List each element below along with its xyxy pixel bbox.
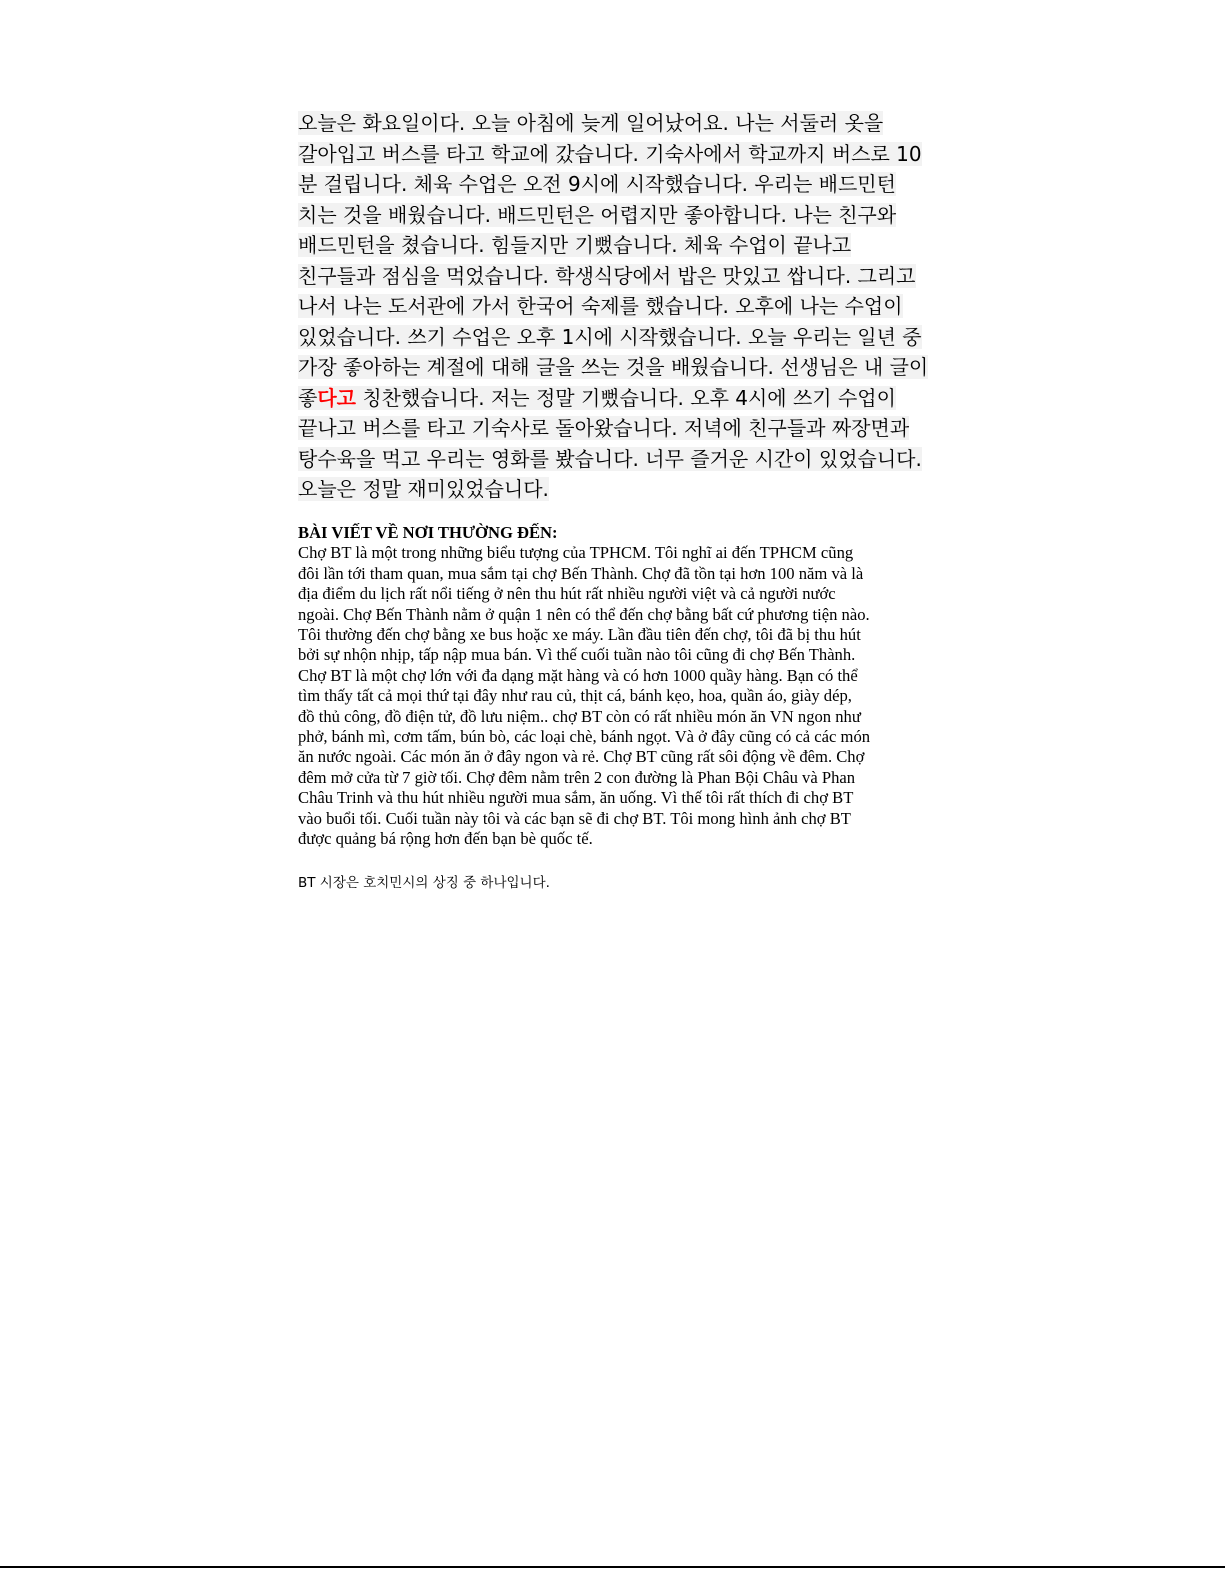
essay-line: ăn nước ngoài. Các món ăn ở đây ngon và rẻ. Chợ BT cũng rất sôi động về đêm. Chợ bbox=[298, 747, 865, 767]
korean-line: 치는 것을 배웠습니다. 배드민턴은 어렵지만 좋아합니다. 나는 친구와 bbox=[298, 202, 897, 227]
essay-heading: BÀI VIẾT VỀ NƠI THƯỜNG ĐẾN: bbox=[298, 523, 558, 542]
essay-line: bởi sự nhộn nhịp, tấp nập mua bán. Vì thế cuối tuần nào tôi cũng đi chợ Bến Thành. bbox=[298, 645, 856, 665]
korean-line: 분 걸립니다. 체육 수업은 오전 9시에 시작했습니다. 우리는 배드민턴 bbox=[298, 172, 896, 196]
essay-line: tìm thấy tất cả mọi thứ tại đây như rau củ, thịt cá, bánh kẹo, hoa, quần áo, giày dép, bbox=[298, 686, 852, 706]
korean-line: 있었습니다. 쓰기 수업은 오후 1시에 시작했습니다. 오늘 우리는 일년 중 bbox=[298, 324, 922, 349]
essay-line: vào buổi tối. Cuối tuần này tôi và các bạn sẽ đi chợ BT. Tôi mong hình ảnh chợ BT bbox=[298, 808, 851, 828]
essay-line: Chợ BT là một chợ lớn với đa dạng mặt hàng và có hơn 1000 quầy hàng. Bạn có thể bbox=[298, 665, 858, 685]
korean-line: 끝나고 버스를 타고 기숙사로 돌아왔습니다. 저녁에 친구들과 짜장면과 bbox=[298, 416, 910, 440]
korean-line: 갈아입고 버스를 타고 학교에 갔습니다. 기숙사에서 학교까지 버스로 10 bbox=[298, 141, 922, 166]
korean-line: 가장 좋아하는 계절에 대해 글을 쓰는 것을 배웠습니다. 선생님은 내 글이 bbox=[298, 355, 929, 379]
page-bottom-border bbox=[0, 1566, 1225, 1568]
essay-line: đôi lần tới tham quan, mua sắm tại chợ Bến Thành. Chợ đã tồn tại hơn 100 năm và là bbox=[298, 563, 864, 583]
korean-line: 오늘은 화요일이다. 오늘 아침에 늦게 일어났어요. 나는 서둘러 옷을 bbox=[298, 111, 884, 135]
essay-line: Châu Trinh và thu hút nhiều người mua sắm, ăn uống. Vì thế tôi rất thích đi chợ BT bbox=[298, 788, 854, 808]
essay-line: Tôi thường đến chợ bằng xe bus hoặc xe máy. Lần đầu tiên đến chợ, tôi đã bị thu hút bbox=[298, 625, 861, 645]
korean-line-rest: 칭찬했습니다. 저는 정말 기뻤습니다. 오후 4시에 쓰기 수업이 bbox=[355, 385, 896, 410]
essay-line: ngoài. Chợ Bến Thành nằm ở quận 1 nên có thể đến chợ bằng bất cứ phương tiện nào. bbox=[298, 604, 870, 624]
essay-line: địa điểm du lịch rất nổi tiếng ở nên thu hút rất nhiều người việt và cả người nước bbox=[298, 584, 836, 604]
korean-line: 오늘은 정말 재미있었습니다. bbox=[298, 477, 549, 501]
essay-line: đồ thủ công, đồ điện tử, đồ lưu niệm.. chợ BT còn có rất nhiều món ăn VN ngon như bbox=[298, 706, 861, 726]
korean-line: 탕수육을 먹고 우리는 영화를 봤습니다. 너무 즐거운 시간이 있었습니다. bbox=[298, 446, 922, 471]
essay-line: phở, bánh mì, cơm tấm, bún bò, các loại chè, bánh ngọt. Và ở đây cũng có cả các món bbox=[298, 727, 871, 747]
essay-line: đêm mở cửa từ 7 giờ tối. Chợ đêm nằm trên 2 con đường là Phan Bội Châu và Phan bbox=[298, 767, 856, 787]
essay-line: được quảng bá rộng hơn đến bạn bè quốc tế. bbox=[298, 829, 593, 849]
korean-line: 친구들과 점심을 먹었습니다. 학생식당에서 밥은 맛있고 쌉니다. 그리고 bbox=[298, 263, 916, 288]
korean-line: 배드민턴을 쳤습니다. 힘들지만 기뻤습니다. 체육 수업이 끝나고 bbox=[298, 233, 852, 257]
essay-line: Chợ BT là một trong những biểu tượng của TPHCM. Tôi nghĩ ai đến TPHCM cũng bbox=[298, 543, 854, 563]
vietnamese-essay bbox=[298, 523, 928, 850]
korean-translation-line: BT 시장은 호치민시의 상징 중 하나입니다. bbox=[298, 875, 550, 891]
korean-diary-paragraph bbox=[298, 108, 928, 505]
korean-line: 나서 나는 도서관에 가서 한국어 숙제를 했습니다. 오후에 나는 수업이 bbox=[298, 294, 903, 318]
red-highlight-word: 다고 bbox=[317, 385, 356, 410]
korean-line-highlighted bbox=[298, 383, 928, 414]
korean-line-start: 좋 bbox=[298, 385, 318, 410]
